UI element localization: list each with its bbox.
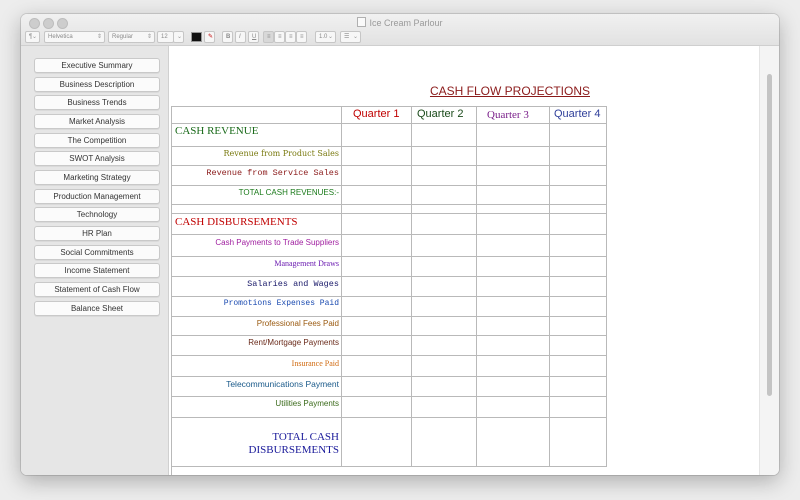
management-draws-label: Management Draws: [274, 259, 339, 268]
quarter-1-header: Quarter 1: [353, 108, 400, 120]
table-rule: [549, 106, 550, 466]
table-rule: [171, 213, 607, 214]
insurance-paid-label: Insurance Paid: [291, 359, 339, 368]
chevron-down-icon: ⌄: [176, 34, 182, 40]
utilities-payments-label: Utilities Payments: [275, 399, 339, 408]
align-right-icon: ≡: [289, 34, 293, 40]
bold-button[interactable]: [222, 31, 233, 43]
sidebar-item-hr-plan[interactable]: HR Plan: [34, 226, 160, 241]
underline-label: U: [252, 34, 257, 40]
sidebar-item-the-competition[interactable]: The Competition: [34, 133, 160, 148]
chevron-down-icon: ⌄: [31, 34, 37, 40]
font-size-field[interactable]: [157, 31, 174, 43]
sidebar-item-technology[interactable]: Technology: [34, 207, 160, 222]
quarter-2-header: Quarter 2: [417, 108, 464, 120]
chevron-updown-icon: ⇕: [96, 34, 102, 40]
italic-label: I: [239, 34, 241, 40]
align-center-button[interactable]: [274, 31, 285, 43]
list-style-select[interactable]: [340, 31, 361, 43]
revenue-product-sales-label: Revenue from Product Sales: [223, 149, 339, 158]
cash-disbursements-heading: CASH DISBURSEMENTS: [175, 216, 298, 228]
table-rule: [171, 146, 607, 147]
sidebar: [21, 46, 169, 475]
sidebar-item-market-analysis[interactable]: Market Analysis: [34, 114, 160, 129]
sidebar-item-social-commitments[interactable]: Social Commitments: [34, 245, 160, 260]
font-style-value: Regular: [112, 34, 134, 40]
table-rule: [171, 316, 607, 317]
document-area[interactable]: [169, 46, 759, 475]
pen-icon: ✎: [208, 34, 214, 40]
sidebar-item-business-trends[interactable]: Business Trends: [34, 95, 160, 110]
underline-button[interactable]: [248, 31, 259, 43]
table-rule: [606, 106, 607, 466]
table-rule: [171, 234, 607, 235]
align-left-button[interactable]: [263, 31, 274, 43]
line-spacing-value: 1.0: [319, 34, 328, 40]
font-family-value: Helvetica: [48, 34, 73, 40]
trade-suppliers-label: Cash Payments to Trade Suppliers: [215, 238, 339, 247]
table-rule: [171, 276, 607, 277]
app-window: [21, 14, 779, 475]
total-disbursements-label: [249, 431, 339, 457]
sidebar-item-swot-analysis[interactable]: SWOT Analysis: [34, 151, 160, 166]
font-family-select[interactable]: [44, 31, 105, 43]
font-size-value: 12: [161, 34, 168, 40]
italic-button[interactable]: [235, 31, 246, 43]
document-icon: [357, 17, 366, 27]
chevron-down-icon: ⌄: [352, 34, 358, 40]
title-bar: [21, 14, 779, 46]
table-rule: [171, 396, 607, 397]
scrollbar-thumb[interactable]: [767, 74, 772, 396]
align-left-icon: ≡: [267, 34, 271, 40]
telecommunications-label: Telecommunications Payment: [226, 379, 339, 389]
paragraph-style-value: ¶: [29, 34, 33, 40]
align-justify-icon: ≡: [300, 34, 304, 40]
table-rule: [171, 123, 607, 124]
window-title: [21, 17, 779, 28]
revenue-service-sales-label: Revenue from Service Sales: [206, 168, 339, 178]
table-rule: [171, 355, 607, 356]
table-rule: [171, 106, 607, 107]
font-size-dropdown[interactable]: [173, 31, 184, 43]
table-rule: [171, 204, 607, 205]
salaries-wages-label: Salaries and Wages: [247, 279, 339, 289]
sidebar-item-income-statement[interactable]: Income Statement: [34, 263, 160, 278]
promotions-expenses-label: Promotions Expenses Paid: [223, 299, 339, 308]
table-rule: [411, 106, 412, 466]
professional-fees-label: Professional Fees Paid: [256, 319, 339, 328]
table-rule: [171, 376, 607, 377]
sidebar-item-marketing-strategy[interactable]: Marketing Strategy: [34, 170, 160, 185]
rent-mortgage-label: Rent/Mortgage Payments: [248, 338, 339, 347]
window-title-text: Ice Cream Parlour: [369, 18, 443, 28]
table-rule: [476, 106, 477, 466]
line-spacing-select[interactable]: [315, 31, 336, 43]
quarter-3-header: Quarter 3: [487, 109, 529, 121]
highlight-color-button[interactable]: [204, 31, 215, 43]
text-color-swatch[interactable]: [191, 32, 202, 42]
table-rule: [171, 335, 607, 336]
align-right-button[interactable]: [285, 31, 296, 43]
table-rule: [171, 296, 607, 297]
sidebar-item-balance-sheet[interactable]: Balance Sheet: [34, 301, 160, 316]
table-rule: [171, 185, 607, 186]
table-rule: [171, 106, 172, 475]
format-toolbar: [21, 31, 779, 43]
paragraph-style-popup[interactable]: [25, 31, 40, 43]
quarter-4-header: Quarter 4: [554, 108, 601, 120]
font-style-select[interactable]: [108, 31, 155, 43]
page-title: CASH FLOW PROJECTIONS: [429, 84, 590, 98]
bold-label: B: [226, 34, 231, 40]
sidebar-item-production-management[interactable]: Production Management: [34, 189, 160, 204]
table-rule: [171, 165, 607, 166]
total-disbursements-line-2: DISBURSEMENTS: [248, 444, 339, 456]
table-rule: [171, 256, 607, 257]
total-cash-revenues-label: TOTAL CASH REVENUES:-: [238, 188, 339, 197]
sidebar-item-statement-of-cash-flow[interactable]: Statement of Cash Flow: [34, 282, 160, 297]
cash-revenue-heading: CASH REVENUE: [175, 125, 259, 137]
chevron-updown-icon: ⇕: [146, 34, 152, 40]
total-disbursements-line-1: TOTAL CASH: [272, 431, 339, 443]
vertical-scrollbar[interactable]: [759, 46, 779, 475]
list-icon: ☰: [344, 34, 350, 40]
sidebar-item-business-description[interactable]: Business Description: [34, 77, 160, 92]
table-rule: [341, 106, 342, 466]
table-rule: [171, 417, 607, 418]
chevron-down-icon: ⌄: [327, 34, 333, 40]
sidebar-item-executive-summary[interactable]: Executive Summary: [34, 58, 160, 73]
table-rule: [171, 466, 607, 467]
align-center-icon: ≡: [278, 34, 282, 40]
cash-flow-table: [171, 106, 607, 475]
align-justify-button[interactable]: [296, 31, 307, 43]
